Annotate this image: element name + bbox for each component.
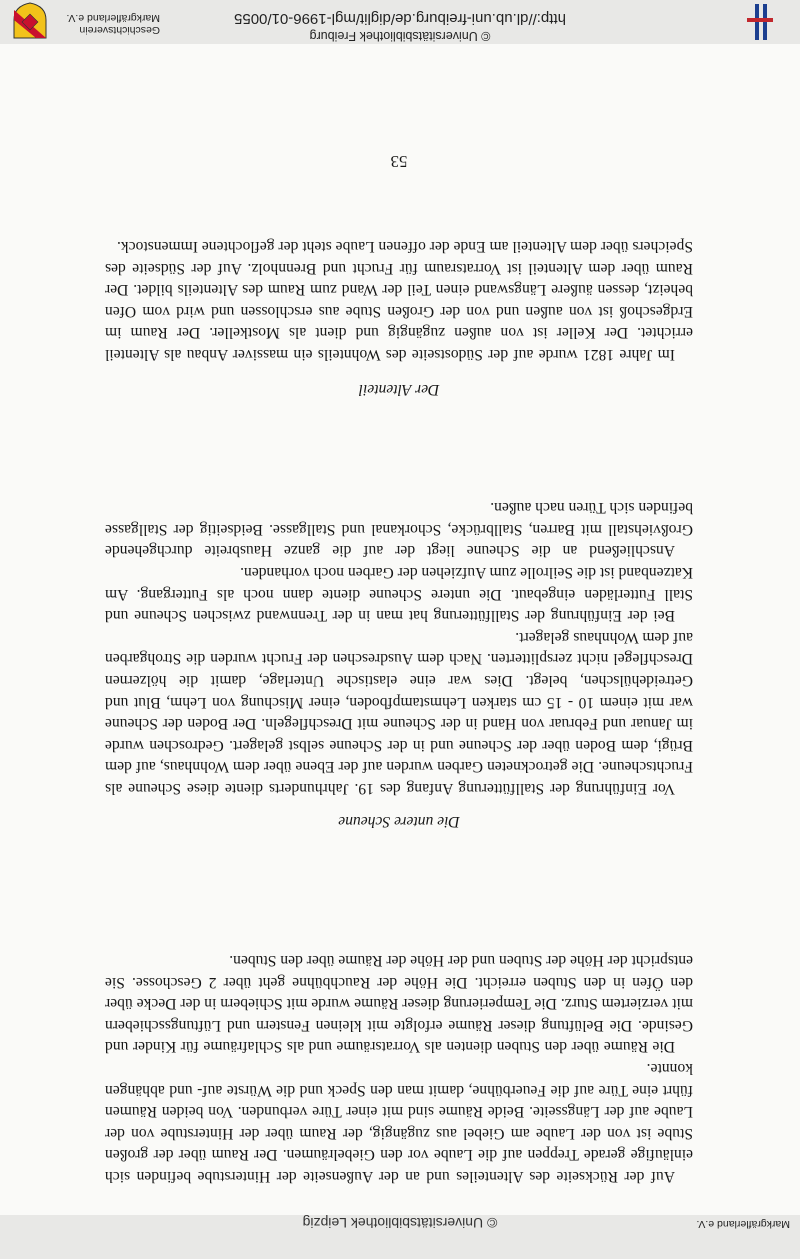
- top-band-publisher: Markgräflerland e.V.: [696, 1218, 790, 1230]
- top-band: [0, 1215, 800, 1259]
- paragraph: Anschließend an die Scheune liegt der auf die ganze Hausbreite durchgehende Großviehstall mit Barren, Stallbrücke, Schorkanal und Stallgasse. Beidseitig der Stallgasse befinden sich Türen nach außen.: [105, 499, 693, 560]
- top-band-rights: © Universitätsbibliothek Leipzig: [302, 1215, 498, 1231]
- publisher-line-2: Markgräflerland e.V.: [66, 12, 160, 24]
- university-logo-icon: [747, 4, 773, 40]
- paragraph: Auf der Rückseite des Altenteiles und an der Außenseite der Hinterstube befinden sich einläufige gerade Treppen auf die Laube vor den Giebelräumen. Der Raum über der großen Stube ist von der Laube am Giebel aus zugängig, der Raum über der Hinterstube von der Laube auf der Längsseite. Beide Räume sind mit einer Türe verbunden. Von beiden Räumen führt eine Türe auf die Feuerbühne, damit man den Speck und die Würste auf- und abhängen konnte.: [105, 1060, 693, 1185]
- page-number: 53: [390, 152, 408, 171]
- paragraph: Im Jahre 1821 wurde auf der Südostseite des Wohnteils ein massiver Anbau als Altenteil errichtet. Der Keller ist von außen zugängig und dient als Mostkeller. Der Raum im Erdgeschoß ist von außen und von der Großen Stube aus erschlossen und wird vom Ofen beheizt, dessen äußere Längswand einen Teil der Wand zum Raum des Altenteils bildet. Der Raum über dem Altenteil ist Vorratsraum für Frucht und Brennholz. Auf der Südseite des Speichers über dem Altenteil am Ende der offenen Laube steht der geflochtene Immenstock.: [105, 238, 693, 363]
- section-intro: [105, 949, 693, 1187]
- publisher-line-1: Geschichtsverein: [79, 24, 160, 36]
- section-untere-scheune: [105, 497, 693, 799]
- section-altenteil: [105, 235, 693, 365]
- footer-url[interactable]: http://dl.ub.uni-freiburg.de/diglit/mgl-1996-01/0055: [234, 10, 566, 27]
- paragraph: Die Räume über den Stuben dienten als Vorratsräume und als Schlafräume für Kinder und Gesinde. Die Belüftung dieser Räume erfolgte mit kleinen Fenstern und Lüftungsschiebern mit verziertem Sturz. Die Temperierung dieser Räume wurde mit Schiebern in der Decke über den Öfen in den Stuben erreicht. Die Höhe der Rauchbühne geht über 2 Geschosse. Sie entspricht der Höhe der Stuben und der Höhe der Räume über den Stuben.: [105, 952, 693, 1056]
- section-heading: Der Altenteil: [358, 381, 440, 398]
- footer-rights: © Universitätsbibliothek Freiburg: [309, 29, 491, 43]
- paragraph: Bei der Einführung der Stallfütterung hat man in der Trennwand zwischen Scheune und Stall Futterläden eingebaut. Die untere Scheune diente dann noch als Futtergang. Am Katzenband ist die Seilrolle zum Aufziehen der Garben noch vorhanden.: [105, 564, 693, 625]
- paragraph: Vor Einführung der Stallfütterung Anfang des 19. Jahrhunderts diente diese Scheune als Fruchtscheune. Die getrockneten Garben wurden auf der Ebene über dem Wohnhaus, auf dem Brügi, dem Boden über der Scheune und in der Scheune selbst gelagert. Gedroschen wurde im Januar und Februar von Hand in der Scheune mit Dreschflegeln. Der Boden der Scheune war mit einem 10 - 15 cm starken Lehmstampfboden, einer Mischung von Lehm, Blut und Getreidehülschen, belegt. Dies war eine elastische Unterlage, damit die hölzernen Dreschflegel nicht zersplitterten. Nach dem Ausdreschen der Frucht wurden die Strohgarben auf dem Wohnhaus gelagert.: [105, 628, 693, 797]
- section-heading: Die untere Scheune: [338, 813, 460, 830]
- society-crest-icon: [12, 2, 48, 40]
